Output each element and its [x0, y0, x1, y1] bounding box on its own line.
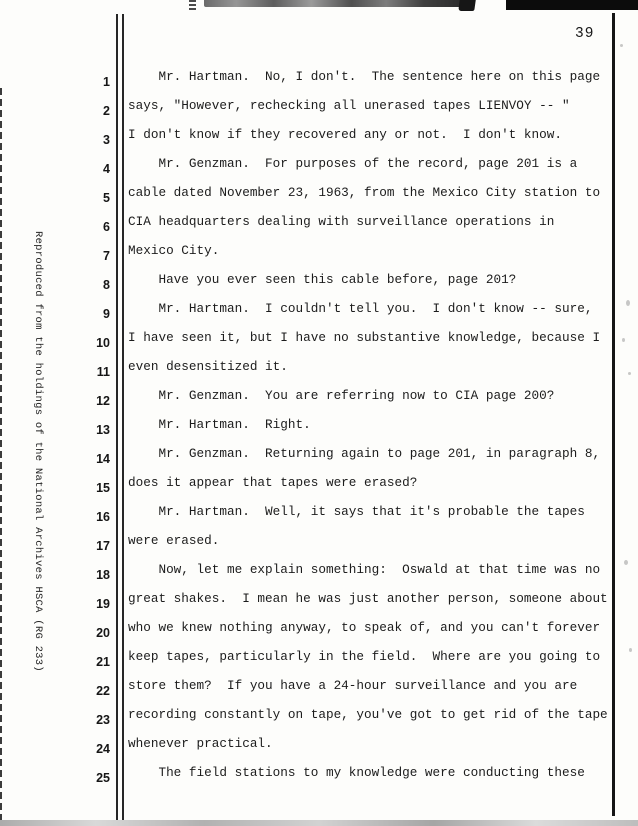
- transcript-text-column: [128, 62, 608, 787]
- scan-speckle: [620, 44, 623, 47]
- line-number: 22: [96, 684, 110, 698]
- transcript-line: whenever practical.: [128, 736, 273, 751]
- scan-speckle: [622, 338, 625, 342]
- scan-top-streak: [204, 0, 472, 7]
- transcript-line: does it appear that tapes were erased?: [128, 475, 418, 490]
- line-number: 5: [103, 191, 110, 205]
- line-number: 19: [96, 597, 110, 611]
- line-number: 18: [96, 568, 110, 582]
- transcript-line: Mr. Genzman. Returning again to page 201, in paragraph 8,: [128, 446, 601, 461]
- page-number: 39: [575, 26, 595, 42]
- transcript-line: were erased.: [128, 533, 220, 548]
- transcript-line: cable dated November 23, 1963, from the Mexico City station to: [128, 185, 601, 200]
- scan-artifact-mark: [189, 0, 196, 11]
- transcript-line: Mr. Hartman. Well, it says that it's probable the tapes: [128, 504, 585, 519]
- transcript-line: even desensitized it.: [128, 359, 288, 374]
- transcript-line: Mr. Hartman. I couldn't tell you. I don't know -- sure,: [128, 301, 593, 316]
- line-number: 8: [103, 278, 110, 292]
- line-number: 13: [96, 423, 110, 437]
- transcript-line: Mr. Hartman. Right.: [128, 417, 311, 432]
- transcript-line: who we knew nothing anyway, to speak of, and you can't forever: [128, 620, 601, 635]
- transcript-line: recording constantly on tape, you've got to get rid of the tape: [128, 707, 608, 722]
- page-right-rule: [612, 13, 615, 816]
- perforated-left-edge: [0, 88, 2, 820]
- scan-speckle: [629, 648, 632, 652]
- line-number-column: [82, 68, 110, 793]
- transcript-line: Mr. Genzman. You are referring now to CIA page 200?: [128, 388, 555, 403]
- line-number: 21: [96, 655, 110, 669]
- line-number: 23: [96, 713, 110, 727]
- line-number: 10: [96, 336, 110, 350]
- transcript-line: Now, let me explain something: Oswald at that time was no: [128, 562, 601, 577]
- line-number: 4: [103, 162, 110, 176]
- transcript-line: great shakes. I mean he was just another person, someone about: [128, 591, 608, 606]
- line-number: 25: [96, 771, 110, 785]
- transcript-line: I don't know if they recovered any or not. I don't know.: [128, 127, 562, 142]
- pleading-double-rule: [116, 14, 124, 820]
- scan-speckle: [626, 300, 630, 306]
- scan-bottom-band: [0, 820, 638, 826]
- line-number: 3: [103, 133, 110, 147]
- line-number: 1: [103, 75, 110, 89]
- scan-speckle: [624, 560, 628, 565]
- line-number: 7: [103, 249, 110, 263]
- transcript-line: CIA headquarters dealing with surveillance operations in: [128, 214, 555, 229]
- line-number: 9: [103, 307, 110, 321]
- line-number: 2: [103, 104, 110, 118]
- transcript-line: Mr. Genzman. For purposes of the record, page 201 is a: [128, 156, 578, 171]
- transcript-line: Mr. Hartman. No, I don't. The sentence here on this page: [128, 69, 601, 84]
- line-number: 20: [96, 626, 110, 640]
- line-number: 12: [96, 394, 110, 408]
- line-number: 17: [96, 539, 110, 553]
- national-archives-stamp: Reproduced from the holdings of the National Archives HSCA (RG 233): [32, 231, 44, 672]
- scan-speckle: [628, 372, 631, 375]
- line-number: 16: [96, 510, 110, 524]
- transcript-line: store them? If you have a 24-hour surveillance and you are: [128, 678, 578, 693]
- scan-top-black-band: [506, 0, 638, 10]
- line-number: 15: [96, 481, 110, 495]
- line-number: 24: [96, 742, 110, 756]
- line-number: 14: [96, 452, 110, 466]
- transcript-line: The field stations to my knowledge were conducting these: [128, 765, 585, 780]
- transcript-line: Have you ever seen this cable before, page 201?: [128, 272, 517, 287]
- line-number: 6: [103, 220, 110, 234]
- transcript-line: says, "However, rechecking all unerased tapes LIENVOY -- ": [128, 98, 570, 113]
- scan-top-blob: [458, 0, 476, 11]
- transcript-line: I have seen it, but I have no substantive knowledge, because I: [128, 330, 601, 345]
- transcript-line: Mexico City.: [128, 243, 220, 258]
- line-number: 11: [96, 365, 110, 379]
- transcript-line: keep tapes, particularly in the field. Where are you going to: [128, 649, 601, 664]
